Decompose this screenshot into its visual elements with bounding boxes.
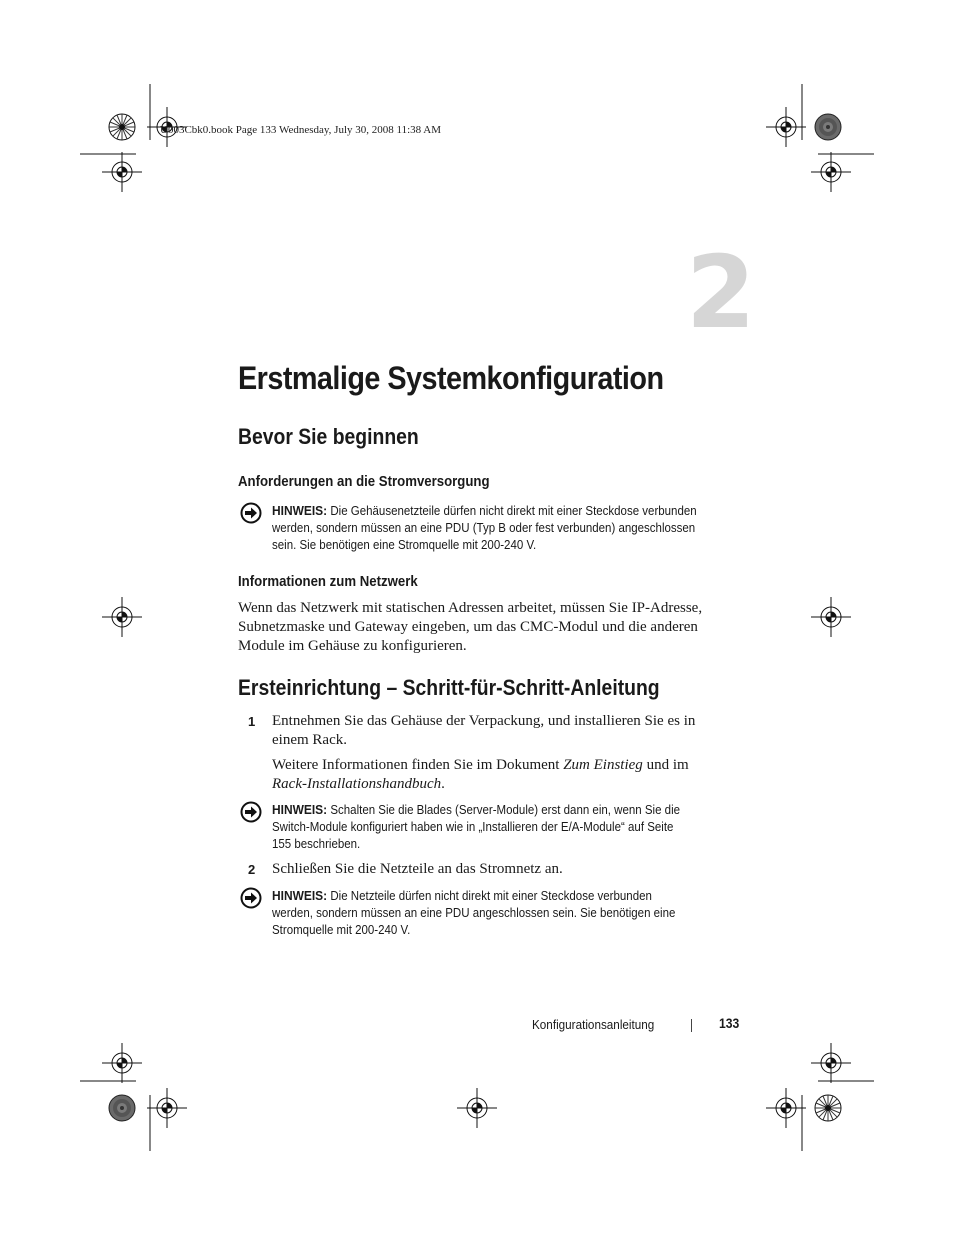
notice-label: HINWEIS: xyxy=(272,802,328,817)
subsection-title-power: Anforderungen an die Stromversorgung xyxy=(238,473,490,490)
footer-label: Konfigurationsanleitung xyxy=(532,1017,655,1032)
network-paragraph: Wenn das Netzwerk mit statischen Adressen arbeitet, müssen Sie IP-Adresse, Subnetzmaske und Gateway eingeben, um das CMC-Modul und die anderen Module im Gehäuse zu konfigurieren. xyxy=(238,600,703,654)
notice-power xyxy=(240,502,710,554)
doc-title-rack-guide: Rack-Installationshandbuch xyxy=(272,776,442,792)
registration-mark-icon xyxy=(457,1088,497,1128)
notice-psu xyxy=(240,887,710,939)
notice-text: Schalten Sie die Blades (Server-Module) erst dann ein, wenn Sie die Switch-Module konfiguriert haben wie in „Installieren der E/A-Module“ auf Seite 155 beschrieben. xyxy=(272,803,681,851)
step-number: 2 xyxy=(248,862,256,877)
registration-mark-icon xyxy=(811,1043,851,1083)
step-1 xyxy=(248,712,728,794)
step-2 xyxy=(248,860,728,879)
color-wheel-icon xyxy=(109,1095,135,1121)
slug-line: U003Cbk0.book Page 133 Wednesday, July 30, 2008 11:38 AM xyxy=(160,124,442,136)
section-title-before-start: Bevor Sie beginnen xyxy=(238,424,419,449)
registration-mark-icon xyxy=(811,152,851,192)
notice-arrow-icon xyxy=(240,801,262,823)
step-text: Entnehmen Sie das Gehäuse der Verpackung, und installieren Sie es in einem Rack. xyxy=(272,713,696,748)
chapter-title: Erstmalige Systemkonfiguration xyxy=(238,360,664,396)
notice-label: HINWEIS: xyxy=(272,888,328,903)
registration-mark-icon xyxy=(766,1088,806,1128)
registration-mark-icon xyxy=(147,1088,187,1128)
subsection-title-network: Informationen zum Netzwerk xyxy=(238,573,418,590)
notice-text: Die Gehäusenetzteile dürfen nicht direkt mit einer Steckdose verbunden werden, sondern müssen an eine PDU (Typ B oder fest verbunden) angeschlossen sein. Sie benötigen eine Stromquelle mit 200-240 V. xyxy=(272,504,697,552)
doc-title-getting-started: Zum Einstieg xyxy=(563,757,643,773)
registration-mark-icon xyxy=(766,107,806,147)
notice-arrow-icon xyxy=(240,887,262,909)
color-wheel-icon xyxy=(815,114,841,140)
color-wheel-icon xyxy=(815,1095,841,1121)
registration-mark-icon xyxy=(102,597,142,637)
chapter-number: 2 xyxy=(686,234,756,351)
step-number: 1 xyxy=(248,714,256,729)
registration-mark-icon xyxy=(811,597,851,637)
footer-separator xyxy=(691,1019,692,1032)
notice-label: HINWEIS: xyxy=(272,503,328,518)
notice-blades xyxy=(240,801,710,853)
registration-mark-icon xyxy=(102,1043,142,1083)
registration-mark-icon xyxy=(102,152,142,192)
page-number: 133 xyxy=(719,1016,740,1031)
section-title-setup: Ersteinrichtung – Schritt-für-Schritt-Anleitung xyxy=(238,675,660,700)
notice-arrow-icon xyxy=(240,502,262,524)
notice-text: Die Netzteile dürfen nicht direkt mit einer Steckdose verbunden werden, sondern müssen an eine PDU angeschlossen sein. Sie benötigen eine Stromquelle mit 200-240 V. xyxy=(272,889,676,937)
color-wheel-icon xyxy=(109,114,135,140)
step-text: Schließen Sie die Netzteile an das Stromnetz an. xyxy=(272,861,563,877)
step-followup: Weitere Informationen finden Sie im Dokument Zum Einstieg und im Rack-Installationshandbuch. xyxy=(272,757,689,792)
